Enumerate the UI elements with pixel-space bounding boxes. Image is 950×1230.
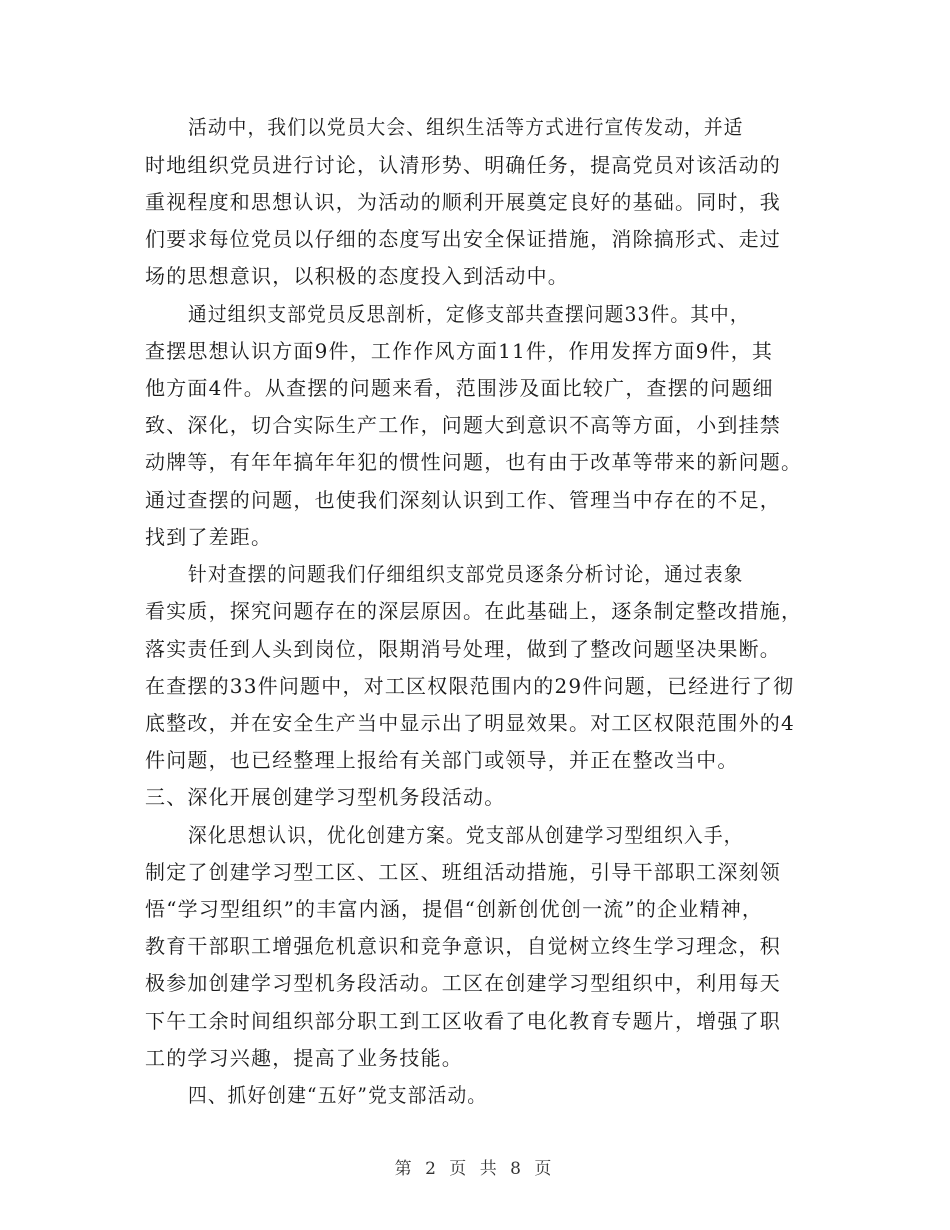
section-heading: 四、抓好创建“五好”党支部活动。 <box>188 1083 488 1107</box>
page-number-footer: 第 2 页 共 8 页 <box>394 1159 556 1179</box>
paragraph-line: 重视程度和思想认识，为活动的顺利开展奠定良好的基础。同时，我 <box>145 190 781 214</box>
paragraph-line: 活动中，我们以党员大会、组织生活等方式进行宣传发动，并适 <box>188 115 744 139</box>
section-heading: 三、深化开展创建学习型机务段活动。 <box>145 785 506 809</box>
paragraph-line: 件问题，也已经整理上报给有关部门或领导，并正在整改当中。 <box>145 748 739 772</box>
paragraph-line: 教育干部职工增强危机意识和竞争意识，自觉树立终生学习理念，积 <box>145 934 781 958</box>
paragraph-line: 深化思想认识，优化创建方案。党支部从创建学习型组织入手， <box>188 823 744 847</box>
paragraph-line: 制定了创建学习型工区、工区、班组活动措施，引导干部职工深刻领 <box>145 860 781 884</box>
paragraph-line: 落实责任到人头到岗位，限期消号处理，做到了整改问题坚决果断。 <box>145 637 781 661</box>
paragraph-line: 找到了差距。 <box>145 525 273 549</box>
paragraph-line: 查摆思想认识方面9件，工作作风方面11件，作用发挥方面9件，其 <box>145 339 774 363</box>
paragraph-line: 针对查摆的问题我们仔细组织支部党员逐条分析讨论，通过表象 <box>188 562 744 586</box>
paragraph-line: 极参加创建学习型机务段活动。工区在创建学习型组织中，利用每天 <box>145 971 781 995</box>
paragraph-line: 看实质，探究问题存在的深层原因。在此基础上，逐条制定整改措施， <box>145 599 803 623</box>
paragraph-line: 通过组织支部党员反思剖析，定修支部共查摆问题33件。其中， <box>188 302 750 326</box>
paragraph-line: 动牌等，有年年搞年年犯的惯性问题，也有由于改革等带来的新问题。 <box>145 450 803 474</box>
paragraph-line: 在查摆的33件问题中，对工区权限范围内的29件问题，已经进行了彻 <box>145 674 795 698</box>
paragraph-line: 时地组织党员进行讨论，认清形势、明确任务，提高党员对该活动的 <box>145 153 781 177</box>
paragraph-line: 下午工余时间组织部分职工到工区收看了电化教育专题片，增强了职 <box>145 1009 781 1033</box>
paragraph-line: 场的思想意识，以积极的态度投入到活动中。 <box>145 264 569 288</box>
paragraph-line: 致、深化，切合实际生产工作，问题大到意识不高等方面，小到挂禁 <box>145 413 781 437</box>
paragraph-line: 他方面4件。从查摆的问题来看，范围涉及面比较广，查摆的问题细 <box>145 376 774 400</box>
paragraph-line: 们要求每位党员以仔细的态度写出安全保证措施，消除搞形式、走过 <box>145 227 781 251</box>
paragraph-line: 底整改，并在安全生产当中显示出了明显效果。对工区权限范围外的4 <box>145 711 795 735</box>
paragraph-line: 工的学习兴趣，提高了业务技能。 <box>145 1046 463 1070</box>
paragraph-line: 通过查摆的问题，也使我们深刻认识到工作、管理当中存在的不足， <box>145 488 781 512</box>
paragraph-line: 悟“学习型组织”的丰富内涵，提倡“创新创优创一流”的企业精神， <box>145 897 764 921</box>
